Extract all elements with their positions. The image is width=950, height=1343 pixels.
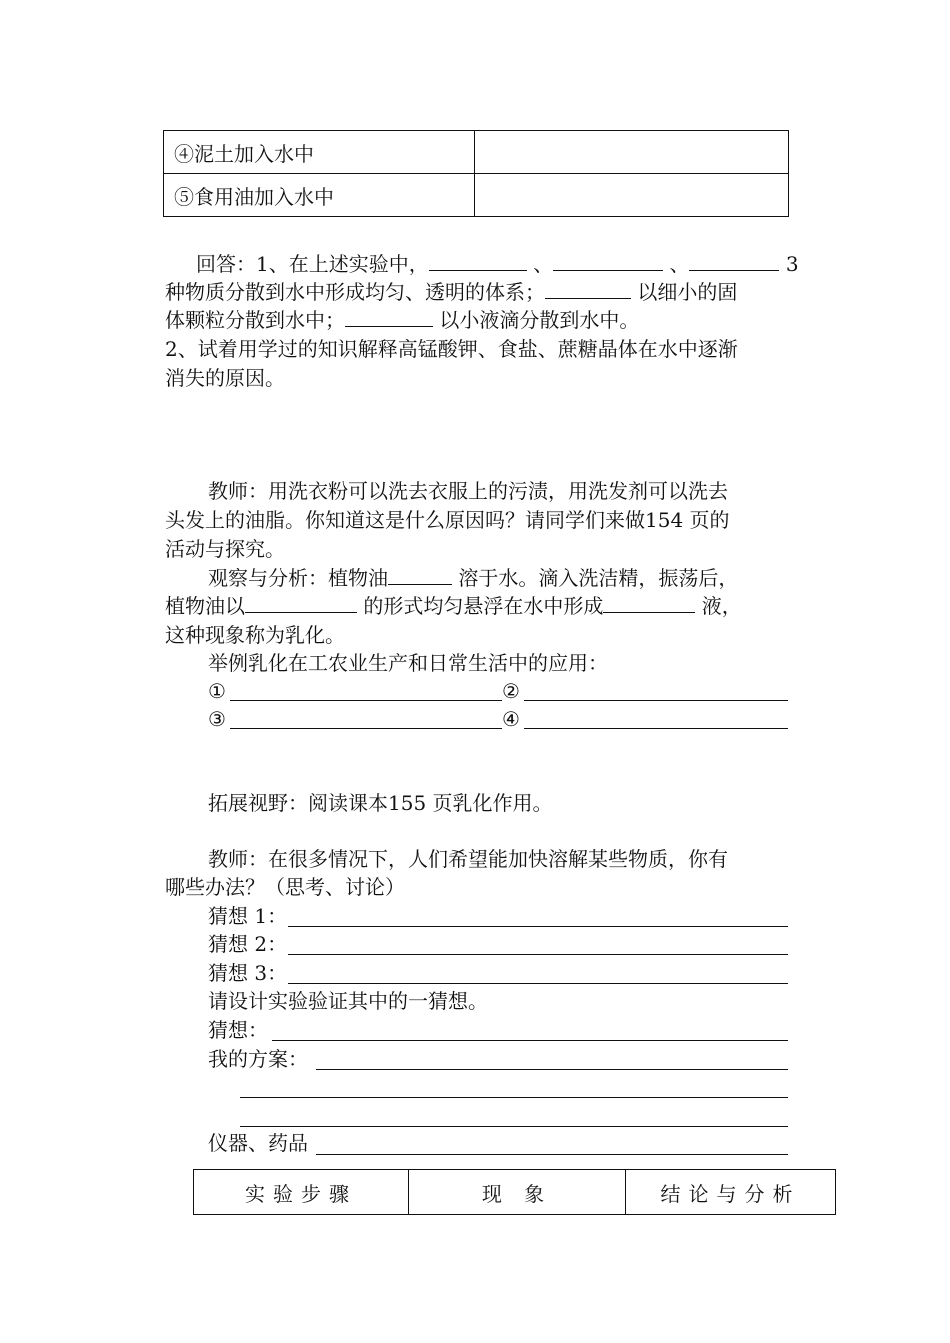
plan-blank-3[interactable] bbox=[240, 1126, 788, 1127]
table-header-row bbox=[194, 1170, 836, 1215]
observe-blank[interactable] bbox=[245, 594, 357, 613]
teacher2-line-1: 教师：在很多情况下，人们希望能加快溶解某些物质，你有 bbox=[208, 847, 728, 871]
example-marker-4: ④ bbox=[502, 707, 520, 731]
table-row bbox=[164, 131, 789, 174]
answer-blank[interactable] bbox=[345, 308, 433, 327]
table-cell-label: ④泥土加入水中 bbox=[164, 131, 475, 174]
observe-text: 液， bbox=[701, 594, 742, 618]
answer-text: 种物质分散到水中形成均匀、透明的体系； bbox=[165, 280, 545, 304]
teacher1-line-2: 头发上的油脂。你知道这是什么原因吗？请同学们来做154 页的 bbox=[165, 508, 730, 532]
answer-text: 、 bbox=[669, 252, 690, 276]
answer-line-4: 2、试着用学过的知识解释高锰酸钾、食盐、蔗糖晶体在水中逐渐 bbox=[165, 337, 738, 361]
observe-text: 观察与分析：植物油 bbox=[208, 566, 388, 590]
observe-text: 的形式均匀悬浮在水中形成 bbox=[363, 594, 604, 618]
answer-line-5: 消失的原因。 bbox=[165, 366, 285, 390]
experiment-table bbox=[163, 130, 789, 217]
design-prompt: 请设计实验验证其中的一猜想。 bbox=[208, 989, 488, 1013]
answer-text: 回答：1、在上述实验中， bbox=[196, 252, 429, 276]
answer-text: 、 bbox=[533, 252, 554, 276]
equipment-blank[interactable] bbox=[316, 1154, 788, 1155]
observe-line-3: 这种现象称为乳化。 bbox=[165, 623, 345, 647]
table-cell-label: ⑤食用油加入水中 bbox=[164, 174, 475, 217]
observe-line-1 bbox=[208, 565, 738, 591]
guess-1-blank[interactable] bbox=[288, 926, 788, 927]
answer-text: 3 bbox=[785, 252, 799, 276]
answer-text: 以细小的固 bbox=[637, 280, 738, 304]
experiment-design-table bbox=[193, 1169, 836, 1215]
plan-blank-2[interactable] bbox=[240, 1097, 788, 1098]
header-phenomenon: 现 象 bbox=[409, 1170, 626, 1215]
example-blank-2[interactable] bbox=[524, 700, 788, 701]
answer-text: 以小液滴分散到水中。 bbox=[439, 308, 640, 332]
example-blank-4[interactable] bbox=[524, 728, 788, 729]
answer-blank[interactable] bbox=[689, 252, 779, 271]
table-cell-value bbox=[475, 131, 789, 174]
header-conclusion: 结论与分析 bbox=[626, 1170, 836, 1215]
equipment-label: 仪器、药品 bbox=[208, 1131, 308, 1155]
answer-line-2 bbox=[165, 279, 737, 305]
guess-blank[interactable] bbox=[272, 1040, 788, 1041]
observe-line-2 bbox=[165, 593, 742, 619]
observe-blank[interactable] bbox=[388, 566, 452, 585]
answer-line-3 bbox=[165, 307, 639, 333]
table-cell-value bbox=[475, 174, 789, 217]
teacher2-line-2: 哪些办法？（思考、讨论） bbox=[165, 875, 405, 899]
answer-blank[interactable] bbox=[545, 280, 631, 299]
header-steps: 实验步骤 bbox=[194, 1170, 409, 1215]
plan-blank-1[interactable] bbox=[316, 1069, 788, 1070]
plan-label: 我的方案： bbox=[208, 1047, 308, 1071]
answer-text: 体颗粒分散到水中； bbox=[165, 308, 345, 332]
answer-blank[interactable] bbox=[429, 252, 527, 271]
observe-text: 溶于水。滴入洗洁精，振荡后， bbox=[458, 566, 739, 590]
teacher1-line-3: 活动与探究。 bbox=[165, 537, 285, 561]
teacher1-line-1: 教师：用洗衣粉可以洗去衣服上的污渍，用洗发剂可以洗去 bbox=[208, 479, 728, 503]
guess-2-blank[interactable] bbox=[288, 954, 788, 955]
examples-title: 举例乳化在工农业生产和日常生活中的应用： bbox=[208, 651, 608, 675]
guess-label: 猜想： bbox=[208, 1018, 268, 1042]
answer-line-1 bbox=[196, 251, 799, 277]
extend-text: 拓展视野：阅读课本155 页乳化作用。 bbox=[208, 791, 553, 815]
observe-text: 植物油以 bbox=[165, 594, 245, 618]
example-blank-3[interactable] bbox=[230, 728, 502, 729]
answer-blank[interactable] bbox=[553, 252, 663, 271]
guess-3-label: 猜想 3： bbox=[208, 961, 288, 985]
observe-blank[interactable] bbox=[603, 594, 695, 613]
example-marker-3: ③ bbox=[208, 707, 226, 731]
example-blank-1[interactable] bbox=[230, 700, 502, 701]
example-marker-1: ① bbox=[208, 679, 226, 703]
guess-3-blank[interactable] bbox=[288, 983, 788, 984]
example-marker-2: ② bbox=[502, 679, 520, 703]
guess-1-label: 猜想 1： bbox=[208, 904, 288, 928]
table-row bbox=[164, 174, 789, 217]
guess-2-label: 猜想 2： bbox=[208, 932, 288, 956]
